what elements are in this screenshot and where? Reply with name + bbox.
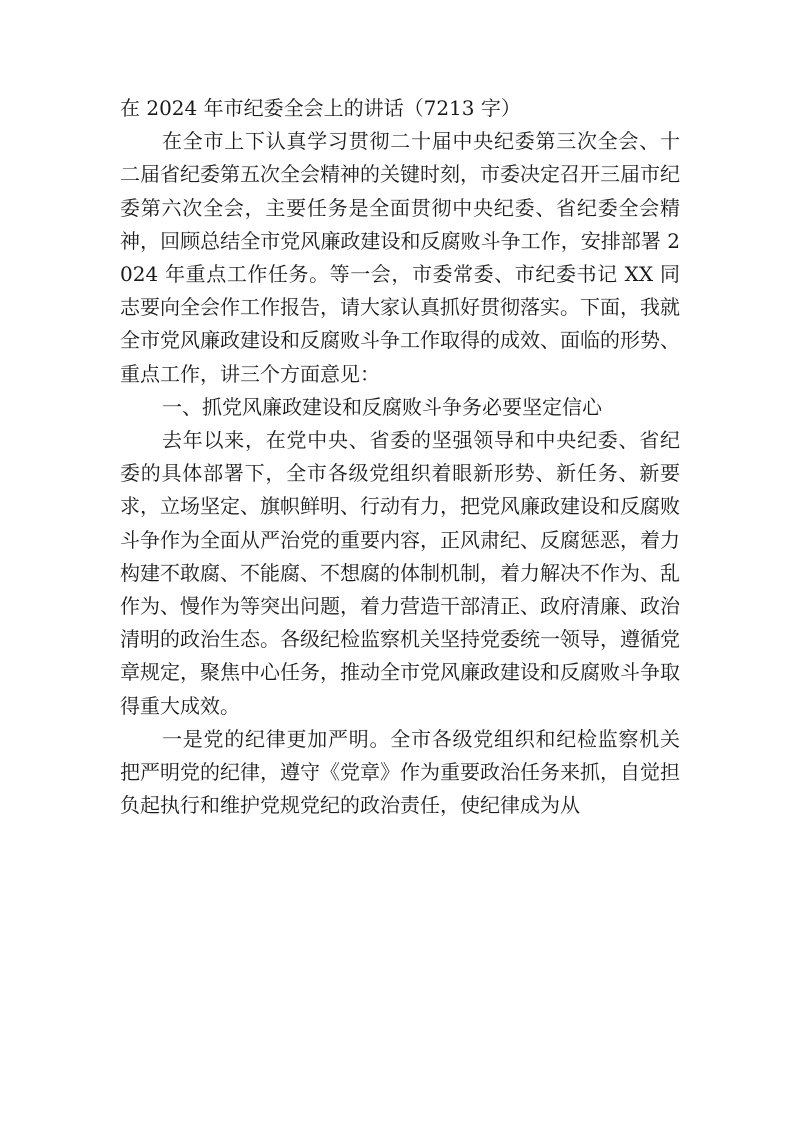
- section-heading: 一、抓党风廉政建设和反腐败斗争务必要坚定信心: [162, 394, 602, 419]
- document-title: 在 2024 年市纪委全会上的讲话（7213 字）: [120, 96, 521, 120]
- section-paragraph: 去年以来，在党中央、省委的坚强领导和中央纪委、省纪委的具体部署下，全市各级党组织着眼新形势、新任务、新要求，立场坚定、旗帜鲜明、行动有力，把党风廉政建设和反腐败斗争作为全面从严治党的重要内容，正风肃纪、反腐惩恶，着力构建不敢腐、不能腐、不想腐的体制机制，着力解决不作为、乱作为、慢作为等突出问题，着力营造干部清正、政府清廉、政治清明的政治生态。各级纪检监察机关坚持党委统一领导，遵循党章规定，聚焦中心任务，推动全市党风廉政建设和反腐败斗争取得重大成效。: [120, 428, 680, 718]
- document-page: [120, 92, 680, 822]
- section-paragraph: 一是党的纪律更加严明。全市各级党组织和纪检监察机关把严明党的纪律，遵守《党章》作为重要政治任务来抓，自觉担负起执行和维护党规党纪的政治责任，使纪律成为从: [120, 726, 680, 818]
- intro-paragraph: 在全市上下认真学习贯彻二十届中央纪委第三次全会、十二届省纪委第五次全会精神的关键时刻，市委决定召开三届市纪委第六次全会，主要任务是全面贯彻中央纪委、省纪委全会精神，回顾总结全市党风廉政建设和反腐败斗争工作，安排部署 2024 年重点工作任务。等一会，市委常委、市纪委书记 XX 同志要向全会作工作报告，请大家认真抓好贯彻落实。下面，我就全市党风廉政建设和反腐败斗争工作取得的成效、面临的形势、重点工作，讲三个方面意见：: [120, 129, 680, 386]
